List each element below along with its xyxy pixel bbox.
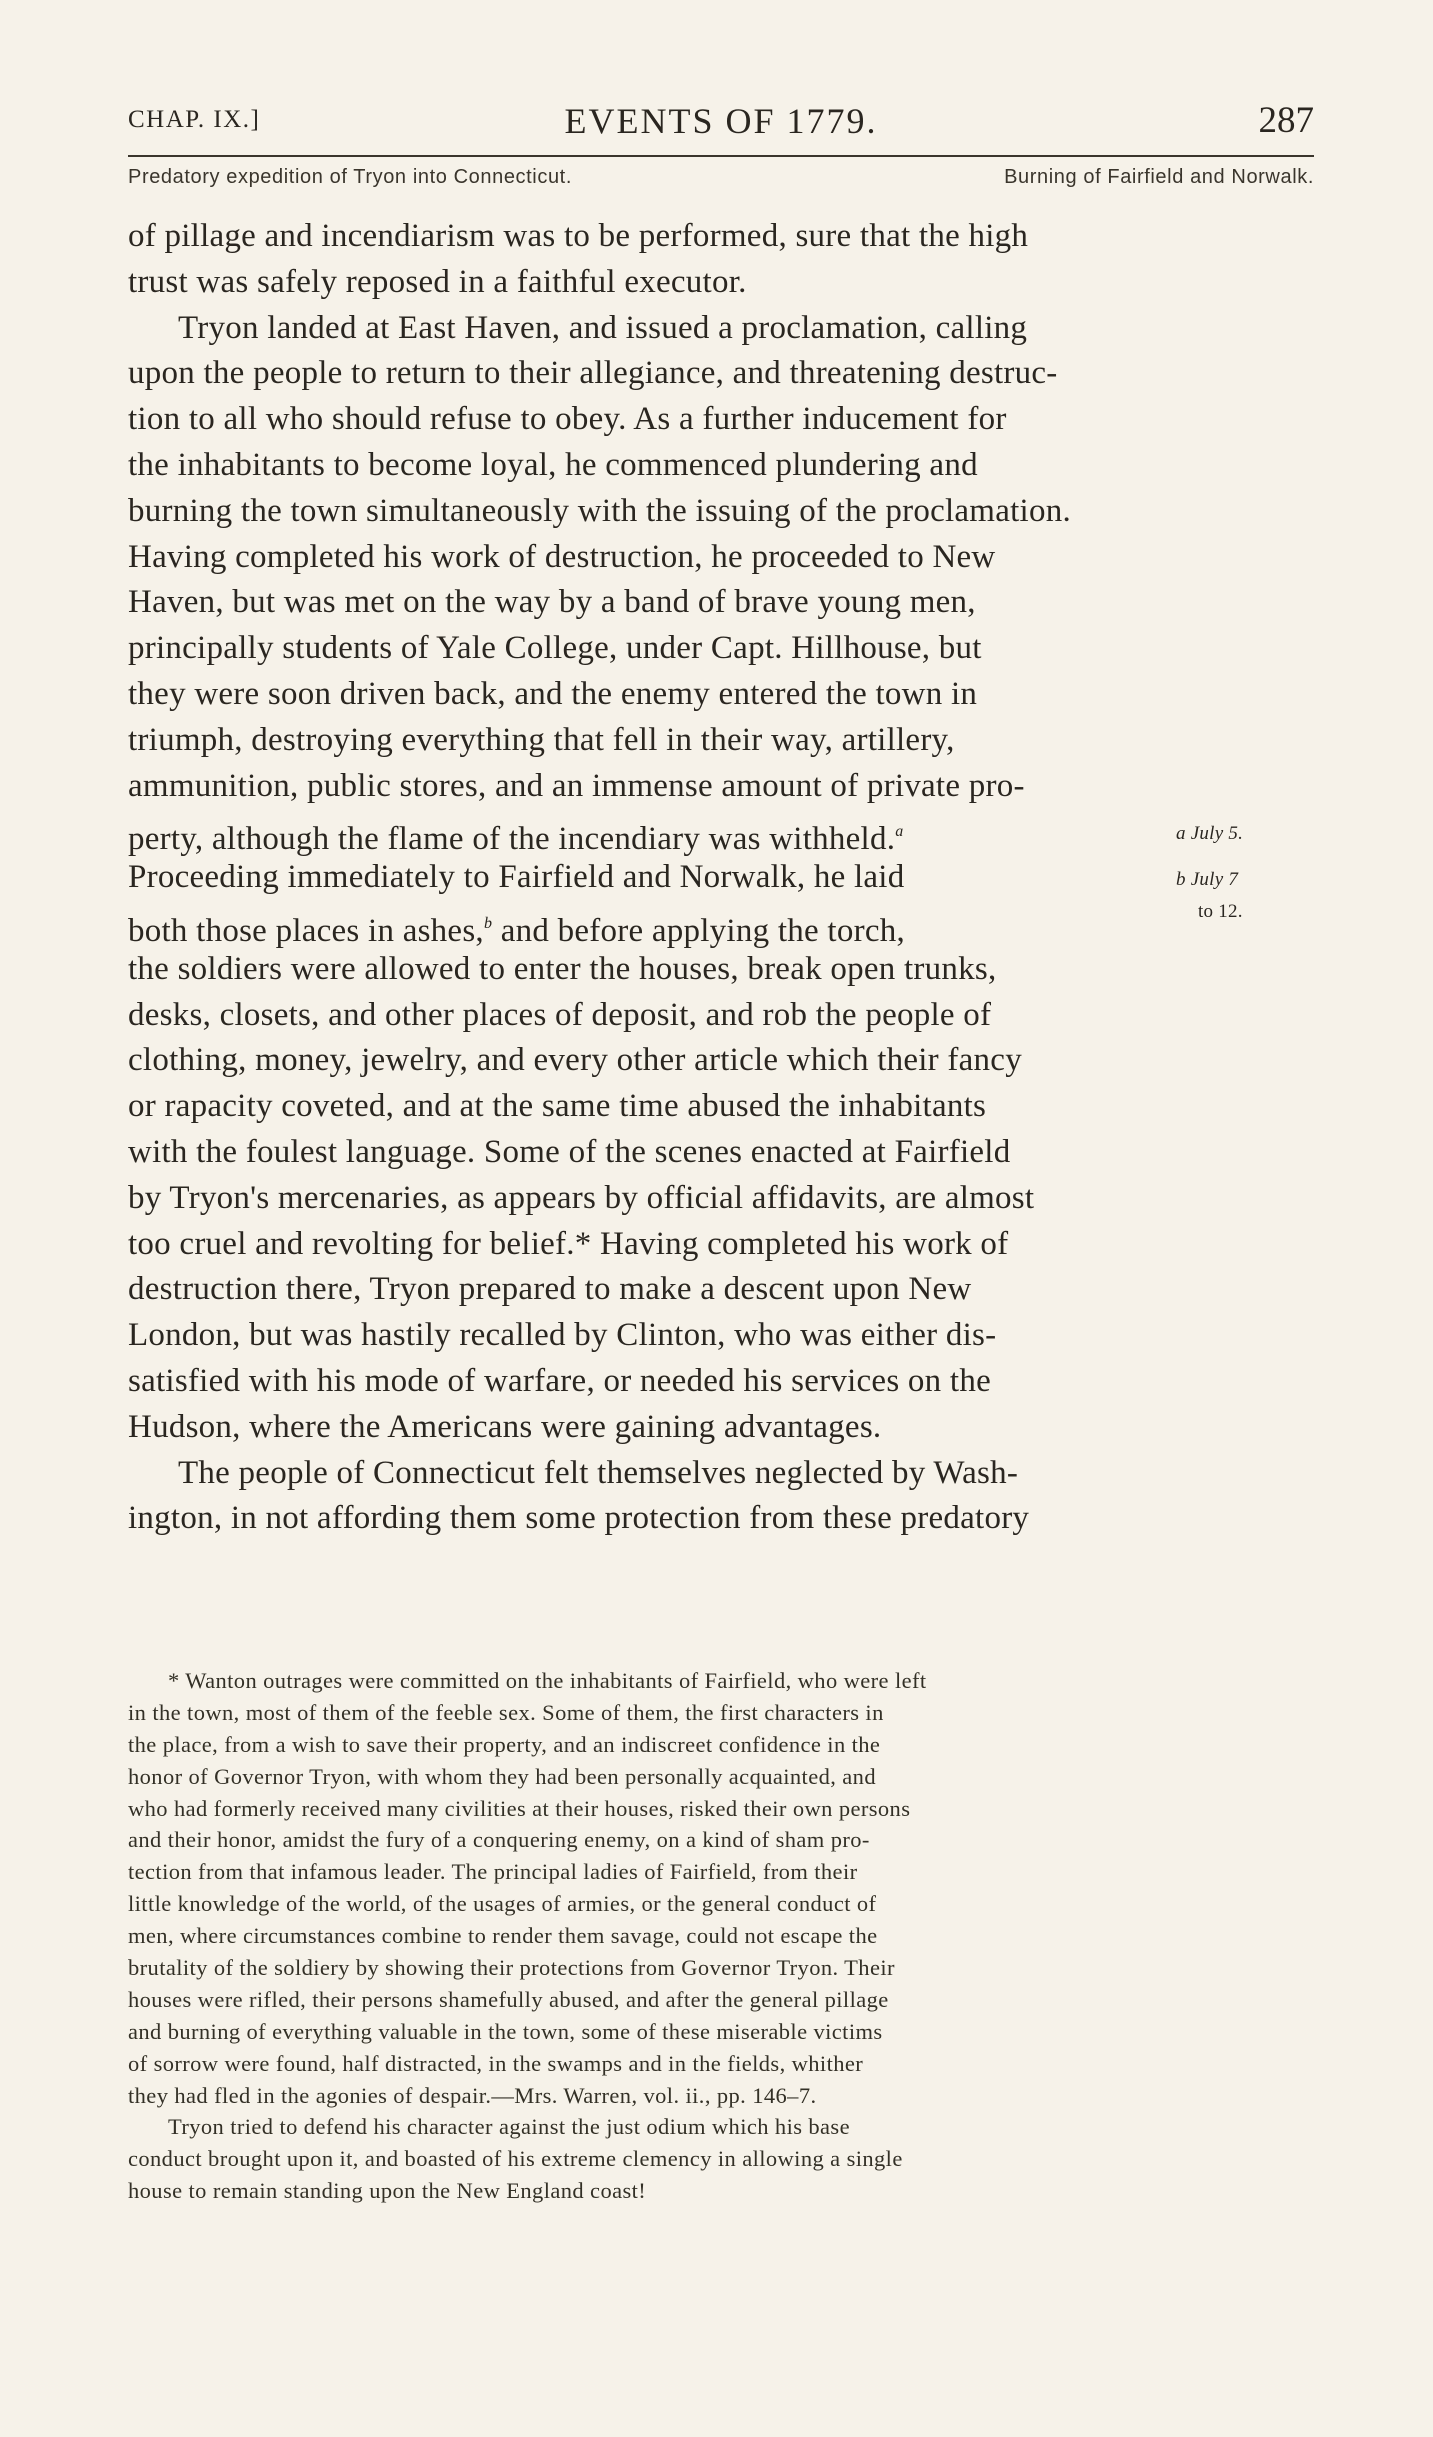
body-line: by Tryon's mercenaries, as appears by official affidavits, are almost: [128, 1179, 1035, 1216]
footnote-ref-b: b: [483, 914, 493, 932]
body-line: burning the town simultaneously with the issuing of the proclamation.: [128, 492, 1071, 529]
body-line: Haven, but was met on the way by a band of brave young men,: [128, 584, 976, 621]
body-line-text: both those places in ashes,: [128, 912, 484, 949]
body-line: with the foulest language. Some of the scenes enacted at Fairfield: [128, 1133, 1011, 1170]
body-line: Having completed his work of destruction, he proceeded to New: [128, 538, 996, 575]
margin-note-a: a July 5.: [1176, 823, 1244, 845]
body-line: London, but was hastily recalled by Clinton, who was either dis-: [128, 1317, 997, 1354]
body-line: ammunition, public stores, and an immense amount of private pro-: [128, 767, 1025, 804]
body-line: satisfied with his mode of warfare, or needed his services on the: [128, 1362, 991, 1399]
footnote-line: conduct brought upon it, and boasted of his extreme clemency in allowing a single: [128, 2146, 903, 2172]
footnote-line: they had fled in the agonies of despair.—Mrs. Warren, vol. ii., pp. 146–7.: [128, 2082, 817, 2108]
body-line: desks, closets, and other places of deposit, and rob the people of: [128, 996, 992, 1033]
footnote-line: who had formerly received many civilities at their houses, risked their own persons: [128, 1795, 911, 1821]
footnote-line: * Wanton outrages were committed on the inhabitants of Fairfield, who were left: [168, 1668, 927, 1693]
body-line: principally students of Yale College, under Capt. Hillhouse, but: [128, 630, 982, 667]
margin-note-b-cont: to 12.: [1198, 900, 1243, 922]
body-line: [128, 855, 1314, 901]
footnote-line: men, where circumstances combine to render them savage, could not escape the: [128, 1923, 878, 1949]
body-line: The people of Connecticut felt themselves neglected by Wash-: [178, 1454, 1019, 1491]
footnote-line: houses were rifled, their persons shamefully abused, and after the general pillage: [128, 1986, 889, 2012]
footnote-line: of sorrow were found, half distracted, in the swamps and in the fields, whither: [128, 2050, 864, 2076]
page-number: 287: [1258, 100, 1314, 141]
body-line: triumph, destroying everything that fell in their way, artillery,: [128, 721, 955, 758]
footnote-line: little knowledge of the world, of the usages of armies, or the general conduct of: [128, 1891, 877, 1917]
footnotes: [128, 1665, 1314, 2207]
footnote-line: tection from that infamous leader. The principal ladies of Fairfield, from their: [128, 1859, 858, 1885]
body-text: [128, 214, 1314, 1542]
footnote-line: and their honor, amidst the fury of a conquering enemy, on a kind of sham pro-: [128, 1827, 870, 1853]
page-title: EVENTS OF 1779.: [564, 101, 878, 141]
body-line: they were soon driven back, and the enemy entered the town in: [128, 675, 978, 712]
body-line: trust was safely reposed in a faithful executor.: [128, 263, 747, 300]
footnote-ref-a: a: [895, 823, 904, 841]
body-line: clothing, money, jewelry, and every other article which their fancy: [128, 1042, 1022, 1079]
chapter-label: CHAP. IX.]: [128, 106, 261, 133]
body-line: the soldiers were allowed to enter the houses, break open trunks,: [128, 950, 997, 987]
margin-note-b: b July 7: [1176, 869, 1239, 891]
body-line: [128, 809, 1314, 858]
body-line: the inhabitants to become loyal, he commenced plundering and: [128, 446, 978, 483]
header-rule: [128, 155, 1314, 157]
body-line: too cruel and revolting for belief.* Having completed his work of: [128, 1225, 1009, 1262]
subheader-right: Burning of Fairfield and Norwalk.: [1004, 166, 1314, 188]
footnote-line: brutality of the soldiery by showing their protections from Governor Tryon. Their: [128, 1955, 895, 1981]
body-line: tion to all who should refuse to obey. As a further inducement for: [128, 401, 1007, 438]
body-line-text: perty, although the flame of the incendiary was withheld.: [128, 821, 896, 858]
body-line: destruction there, Tryon prepared to make a descent upon New: [128, 1271, 972, 1308]
footnote-line: the place, from a wish to save their property, and an indiscreet confidence in the: [128, 1731, 881, 1757]
running-head: [128, 100, 1314, 148]
footnote-line: in the town, most of them of the feeble sex. Some of them, the first characters in: [128, 1699, 884, 1725]
footnote-line: Tryon tried to defend his character against the just odium which his base: [168, 2114, 850, 2140]
body-line: Hudson, where the Americans were gaining advantages.: [128, 1408, 882, 1445]
footnote-line: house to remain standing upon the New England coast!: [128, 2178, 647, 2204]
body-line: or rapacity coveted, and at the same time abused the inhabitants: [128, 1088, 987, 1125]
body-line: [128, 901, 1314, 947]
body-line: of pillage and incendiarism was to be performed, sure that the high: [128, 218, 1029, 254]
footnote-line: and burning of everything valuable in the town, some of these miserable victims: [128, 2018, 883, 2044]
subheader-left: Predatory expedition of Tryon into Connecticut.: [128, 166, 572, 188]
body-line-text: Proceeding immediately to Fairfield and Norwalk, he laid: [128, 859, 905, 896]
body-line: upon the people to return to their allegiance, and threatening destruc-: [128, 355, 1058, 392]
body-line: ington, in not affording them some protection from these predatory: [128, 1500, 1030, 1537]
footnote-line: honor of Governor Tryon, with whom they had been personally acquainted, and: [128, 1763, 876, 1789]
body-line-text: and before applying the torch,: [492, 912, 905, 949]
body-line: Tryon landed at East Haven, and issued a proclamation, calling: [178, 309, 1028, 346]
